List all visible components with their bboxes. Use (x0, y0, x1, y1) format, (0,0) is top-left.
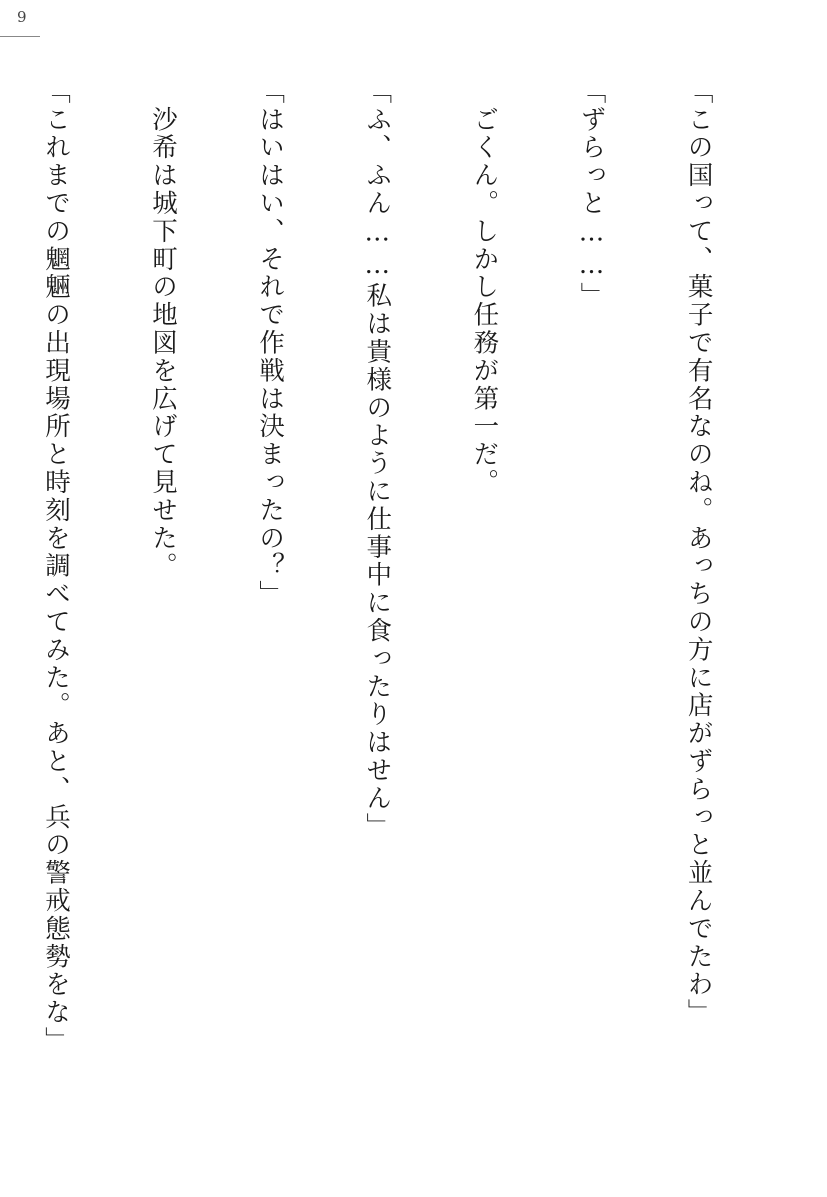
text-line: 沙希は城下町の地図を広げて見せた。 (148, 78, 179, 581)
text-line: ごくん。しかし任務が第一だ。 (469, 78, 500, 497)
header-rule (0, 36, 40, 37)
text-line: 「ふ、ふん……私は貴様のように仕事中に食ったりはせん」 (362, 78, 393, 841)
text-line: 「ずらっと……」 (576, 78, 607, 311)
page-number: 9 (17, 8, 27, 26)
text-line: 「これまでの魍魎の出現場所と時刻を調べてみた。あと、兵の警戒態勢をな」 (40, 78, 71, 1055)
vertical-text-body (40, 78, 787, 1140)
text-line: 「はいはい、それで作戦は決まったの？」 (255, 78, 286, 609)
text-line: 「この国って、菓子で有名なのね。あっちの方に店がずらっと並んでたわ」 (683, 78, 714, 1027)
